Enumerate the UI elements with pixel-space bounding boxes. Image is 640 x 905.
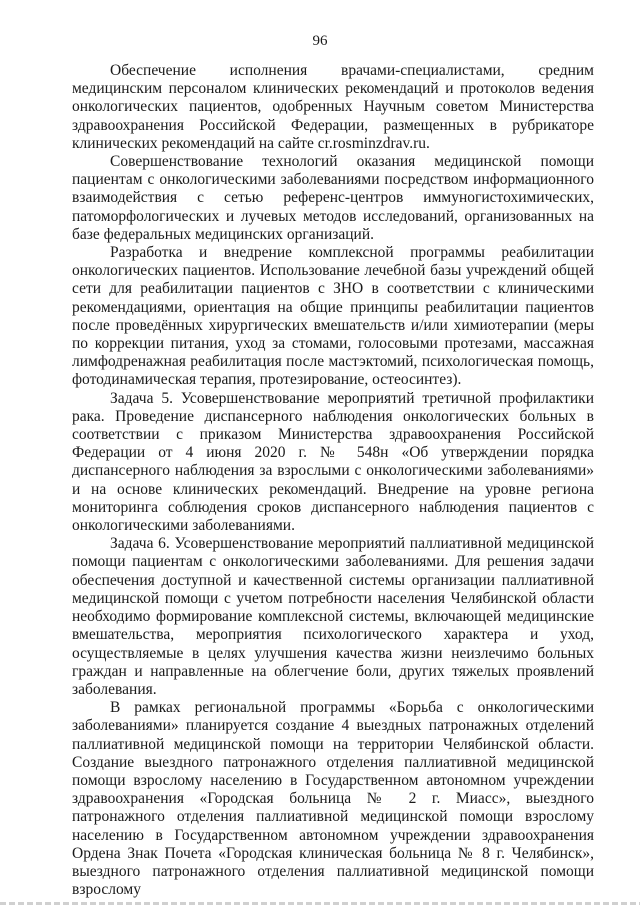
paragraph: Совершенствование технологий оказания медицинской помощи пациентам с онкологическими заболеваниями посредством информационного взаимодействия с сетью референс-центров иммуногистохимических, патоморфологических и лучевых методов исследований, организованных на базе федеральных медицинских организаций. xyxy=(72,153,594,243)
paragraph: Задача 5. Усовершенствование мероприятий третичной профилактики рака. Проведение диспансерного наблюдения онкологических больных в соответствии с приказом Министерства здравоохранения Российской Федерации от 4 июня 2020 г. № 548н «Об утверждении порядка диспансерного наблюдения за взрослыми с онкологическими заболеваниями» и на основе клинических рекомендаций. Внедрение на уровне региона мониторинга соблюдения сроков диспансерного наблюдения пациентов с онкологическими заболеваниями. xyxy=(72,389,594,535)
paragraph: Разработка и внедрение комплексной программы реабилитации онкологических пациентов. Использование лечебной базы учреждений общей сети для реабилитации пациентов с ЗНО в соответствии с клиническими рекомендациями, ориентация на общие принципы реабилитации пациентов после проведённых хирургических вмешательств и/или химиотерапии (меры по коррекции питания, уход за стомами, голосовыми протезами, массажная лимфодренажная реабилитация после мастэктомий, психологическая помощь, фотодинамическая терапия, протезирование, остеосинтез). xyxy=(72,244,594,389)
paragraph: Задача 6. Усовершенствование мероприятий паллиативной медицинской помощи пациентам с онкологическими заболеваниями. Для решения задачи обеспечения доступной и качественной системы организации паллиативной медицинской помощи с учетом потребности населения Челябинской области необходимо формирование комплексной системы, включающей медицинские вмешательства, мероприятия психологического характера и уход, осуществляемые в целях улучшения качества жизни неизлечимо больных граждан и направленные на облегчение боли, других тяжелых проявлений заболевания. xyxy=(72,535,594,698)
document-body xyxy=(72,62,594,899)
paragraph: Обеспечение исполнения врачами-специалистами, средним медицинским персоналом клинических рекомендаций и протоколов ведения онкологических пациентов, одобренных Научным советом Министерства здравоохранения Российской Федерации, размещенных в рубрикаторе клинических рекомендаций на сайте cr.rosminzdrav.ru. xyxy=(72,62,594,152)
page-number: 96 xyxy=(312,33,328,49)
paragraph: В рамках региональной программы «Борьба с онкологическими заболеваниями» планируется создание 4 выездных патронажных отделений паллиативной медицинской помощи на территории Челябинской области. Создание выездного патронажного отделения паллиативной медицинской помощи взрослому населению в Государственном автономном учреждении здравоохранения «Городская больница № 2 г. Миасс», выездного патронажного отделения паллиативной медицинской помощи взрослому населению в Государственном автономном учреждении здравоохранения Ордена Знак Почета «Городская клиническая больница № 8 г. Челябинск», выездного патронажного отделения паллиативной медицинской помощи взрослому xyxy=(72,699,594,899)
